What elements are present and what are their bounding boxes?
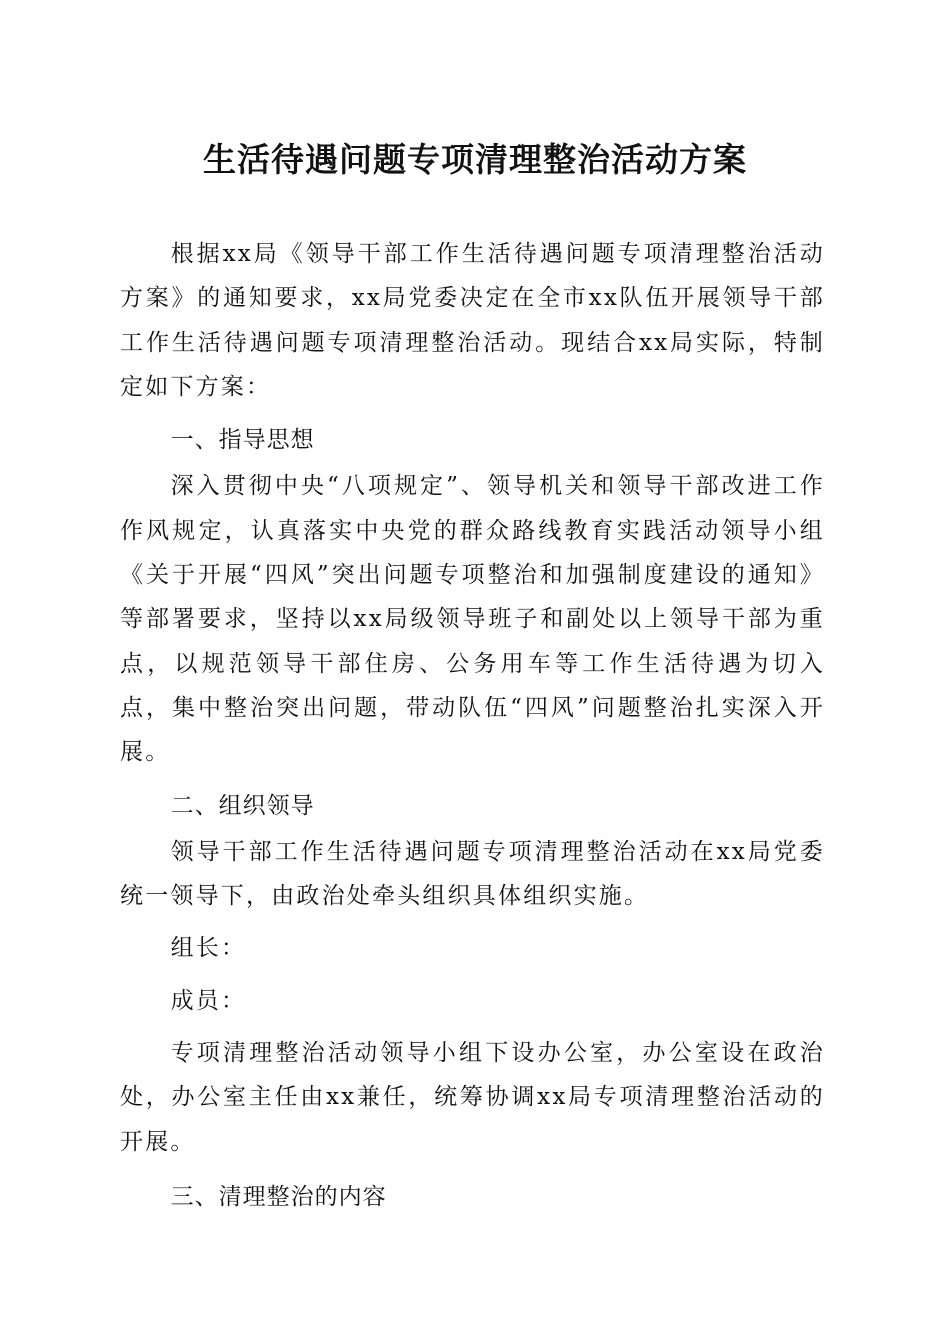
leader-label: 组长： [170, 935, 247, 962]
section-text-organization: 领导干部工作生活待遇问题专项清理整治活动在xx局党委统一领导下，由政治处牵头组织具体组织实施。 [120, 838, 825, 910]
section-heading-content: 三、清理整治的内容 [170, 1183, 387, 1210]
section-heading-organization: 二、组织领导 [170, 792, 315, 819]
section-text-guiding-ideology: 深入贯彻中央“八项规定”、领导机关和领导干部改进工作作风规定，认真落实中央党的群众路线教育实践活动领导小组《关于开展“四风”突出问题专项整治和加强制度建设的通知》等部署要求，坚持以xx局级领导班子和副处以上领导干部为重点，以规范领导干部住房、公务用车等工作生活待遇为切入点，集中整治突出问题，带动队伍“四风”问题整治扎实深入开展。 [120, 473, 825, 766]
members-label: 成员： [170, 987, 247, 1014]
document-body [120, 232, 825, 1219]
document-title: 生活待遇问题专项清理整治活动方案 [203, 140, 747, 179]
intro-paragraph: 根据xx局《领导干部工作生活待遇问题专项清理整治活动方案》的通知要求，xx局党委决定在全市xx队伍开展领导干部工作生活待遇问题专项清理整治活动。现结合xx局实际，特制定如下方案： [120, 241, 825, 400]
section-heading-guiding-ideology: 一、指导思想 [170, 427, 315, 454]
office-paragraph: 专项清理整治活动领导小组下设办公室，办公室设在政治处，办公室主任由xx兼任，统筹协调xx局专项清理整治活动的开展。 [120, 1040, 825, 1155]
